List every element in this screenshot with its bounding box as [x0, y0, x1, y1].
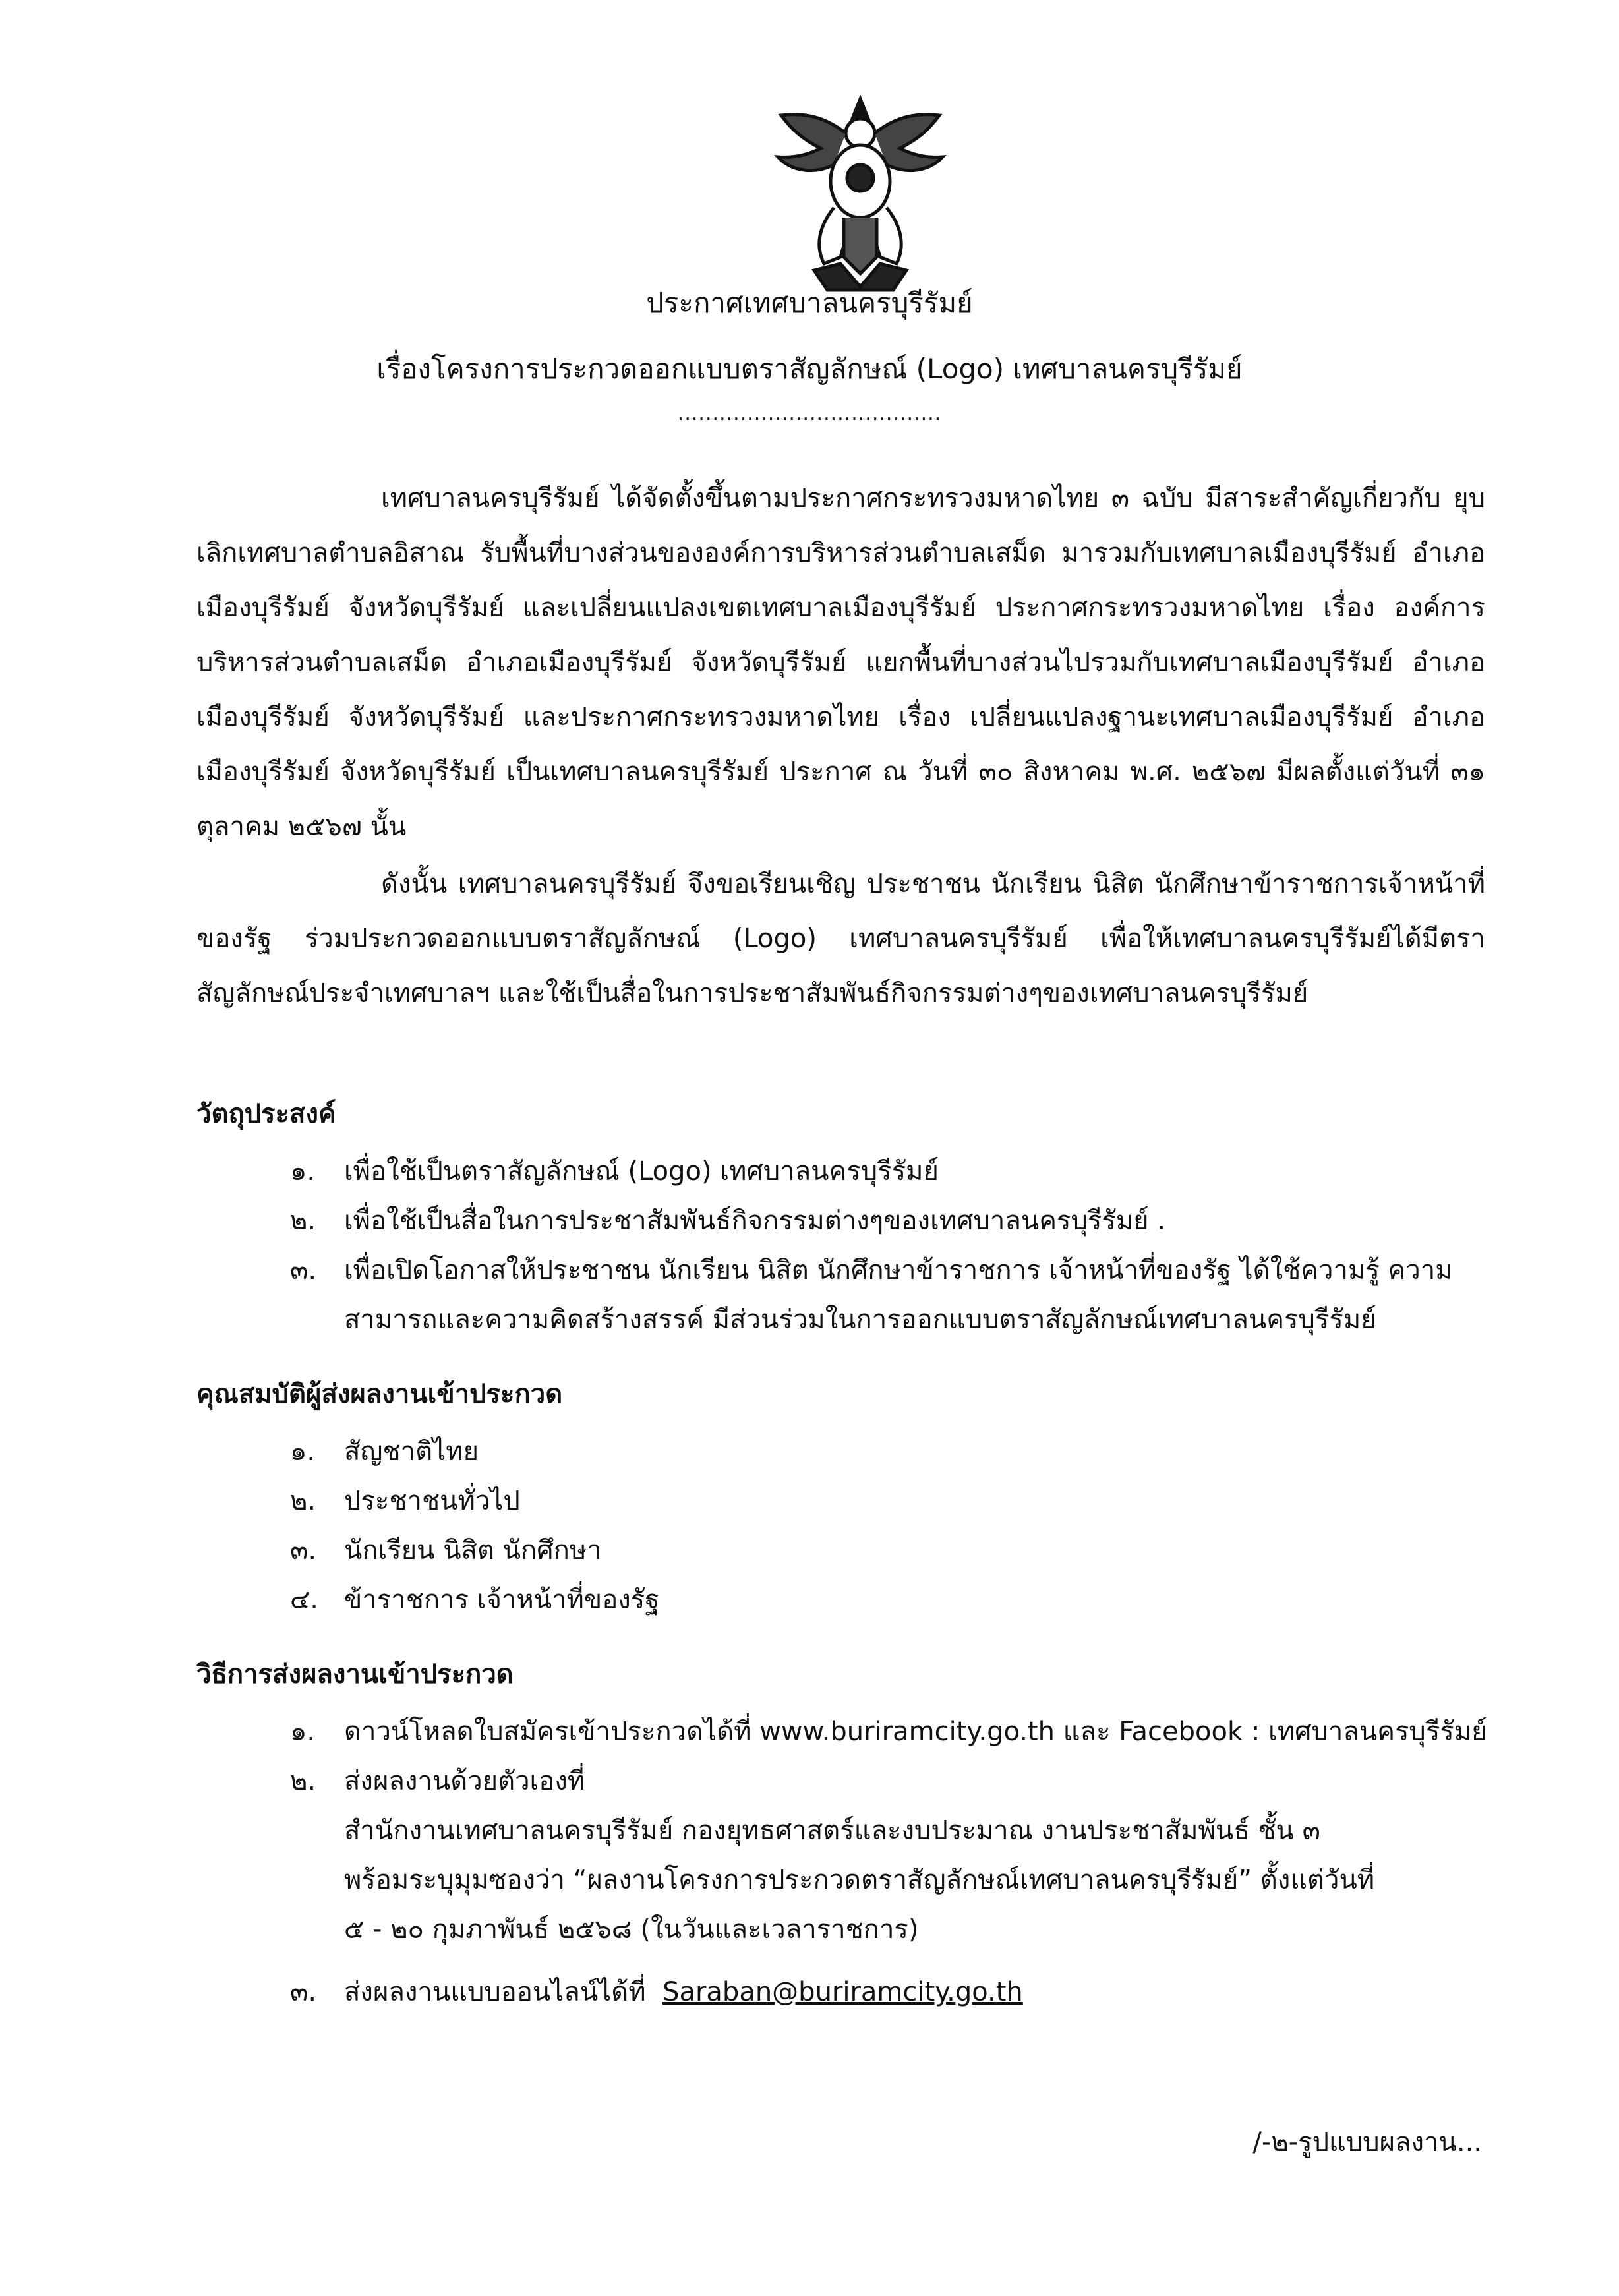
objective-number: ๑.	[290, 1156, 316, 1187]
qualification-number: ๒.	[290, 1486, 316, 1516]
submission-number: ๑.	[290, 1717, 316, 1747]
page-continuation-note: /-๒-รูปแบบผลงาน...	[1252, 2127, 1482, 2158]
invitation-paragraph	[196, 857, 1485, 1021]
qualification-number: ๑.	[290, 1436, 316, 1467]
submission-office-line: สำนักงานเทศบาลนครบุรีรัมย์ กองยุทธศาสตร์และงบประมาณ งานประชาสัมพันธ์ ชั้น ๓	[344, 1815, 1320, 1846]
qualification-item	[290, 1575, 1490, 1625]
objective-number: ๒.	[290, 1206, 316, 1236]
title-separator: ......................................	[677, 402, 942, 425]
submission-in-person-title: ส่งผลงานด้วยตัวเองที่	[344, 1766, 585, 1796]
objective-item	[290, 1196, 1490, 1246]
qualification-text: นักเรียน นิสิต นักศึกษา	[344, 1535, 602, 1566]
document-title: ประกาศเทศบาลนครบุรีรัมย์	[646, 287, 973, 319]
objectives-heading: วัตถุประสงค์	[196, 1099, 336, 1129]
qualification-text: ข้าราชการ เจ้าหน้าที่ของรัฐ	[344, 1585, 660, 1615]
objective-item	[290, 1147, 1490, 1196]
qualification-number: ๓.	[290, 1535, 317, 1566]
submission-email-link[interactable]: Saraban@buriramcity.go.th	[662, 1977, 1023, 2007]
submission-envelope-line: พร้อมระบุมุมซองว่า “ผลงานโครงการประกวดตราสัญลักษณ์เทศบาลนครบุรีรัมย์” ตั้งแต่วันที่	[344, 1865, 1375, 1895]
qualification-item	[290, 1427, 1490, 1477]
qualification-number: ๔.	[290, 1585, 318, 1615]
submission-date-line: ๕ - ๒๐ กุมภาพันธ์ ๒๕๖๘ (ในวันและเวลาราชการ)	[344, 1914, 919, 1945]
qualifications-heading: คุณสมบัติผู้ส่งผลงานเข้าประกวด	[196, 1379, 563, 1409]
submission-number: ๓.	[290, 1977, 317, 2007]
submission-item-download	[290, 1707, 1490, 1757]
submission-download-text: ดาวน์โหลดใบสมัครเข้าประกวดได้ที่ www.buriramcity.go.th และ Facebook : เทศบาลนครบุรีรัมย์	[344, 1717, 1487, 1747]
qualification-text: สัญชาติไทย	[344, 1436, 479, 1467]
garuda-emblem-icon	[761, 92, 959, 297]
qualification-item	[290, 1526, 1490, 1575]
submission-item-online	[290, 1968, 1490, 2017]
submission-number: ๒.	[290, 1766, 316, 1796]
submission-item-in-person	[290, 1757, 1490, 1955]
intro-paragraph-text: เทศบาลนครบุรีรัมย์ ได้จัดตั้งขึ้นตามประกาศกระทรวงมหาดไทย ๓ ฉบับ มีสาระสำคัญเกี่ยวกับ ยุบเลิกเทศบาลตำบลอิสาณ รับพื้นที่บางส่วนขององค์การบริหารส่วนตำบลเสม็ด มารวมกับเทศบาลเมืองบุรีรัมย์ อำเภอเมืองบุรีรัมย์ จังหวัดบุรีรัมย์ และเปลี่ยนแปลงเขตเทศบาลเมืองบุรีรัมย์ ประกาศกระทรวงมหาดไทย เรื่อง องค์การบริหารส่วนตำบลเสม็ด อำเภอเมืองบุรีรัมย์ จังหวัดบุรีรัมย์ แยกพื้นที่บางส่วนไปรวมกับเทศบาลเมืองบุรีรัมย์ อำเภอเมืองบุรีรัมย์ จังหวัดบุรีรัมย์ และประกาศกระทรวงมหาดไทย เรื่อง เปลี่ยนแปลงฐานะเทศบาลเมืองบุรีรัมย์ อำเภอเมืองบุรีรัมย์ จังหวัดบุรีรัมย์ เป็นเทศบาลนครบุรีรัมย์ ประกาศ ณ วันที่ ๓๐ สิงหาคม พ.ศ. ๒๕๖๗ มีผลตั้งแต่วันที่ ๓๑ ตุลาคม ๒๕๖๗ นั้น	[196, 483, 1485, 842]
submission-online-text: ส่งผลงานแบบออนไลน์ได้ที่	[344, 1977, 646, 2007]
objective-item	[290, 1246, 1490, 1345]
submission-heading: วิธีการส่งผลงานเข้าประกวด	[196, 1659, 514, 1690]
objective-text: เพื่อใช้เป็นตราสัญลักษณ์ (Logo) เทศบาลนครบุรีรัมย์	[344, 1156, 939, 1187]
objective-text: เพื่อใช้เป็นสื่อในการประชาสัมพันธ์กิจกรรมต่างๆของเทศบาลนครบุรีรัมย์ .	[344, 1206, 1166, 1236]
intro-paragraph	[196, 471, 1485, 854]
qualification-text: ประชาชนทั่วไป	[344, 1486, 520, 1516]
qualification-item	[290, 1477, 1490, 1526]
objective-number: ๓.	[290, 1255, 317, 1285]
document-subject: เรื่องโครงการประกวดออกแบบตราสัญลักษณ์ (Logo) เทศบาลนครบุรีรัมย์	[376, 353, 1243, 385]
invitation-paragraph-text: ดังนั้น เทศบาลนครบุรีรัมย์ จึงขอเรียนเชิญ ประชาชน นักเรียน นิสิต นักศึกษาข้าราชการเจ้าหน้าที่ของรัฐ ร่วมประกวดออกแบบตราสัญลักษณ์ (Logo) เทศบาลนครบุรีรัมย์ เพื่อให้เทศบาลนครบุรีรัมย์ได้มีตราสัญลักษณ์ประจำเทศบาลฯ และใช้เป็นสื่อในการประชาสัมพันธ์กิจกรรมต่างๆของเทศบาลนครบุรีรัมย์	[196, 869, 1485, 1009]
objective-text: เพื่อเปิดโอกาสให้ประชาชน นักเรียน นิสิต นักศึกษาข้าราชการ เจ้าหน้าที่ของรัฐ ได้ใช้ความรู้ ความสามารถและความคิดสร้างสรรค์ มีส่วนร่วมในการออกแบบตราสัญลักษณ์เทศบาลนครบุรีรัมย์	[344, 1255, 1453, 1335]
